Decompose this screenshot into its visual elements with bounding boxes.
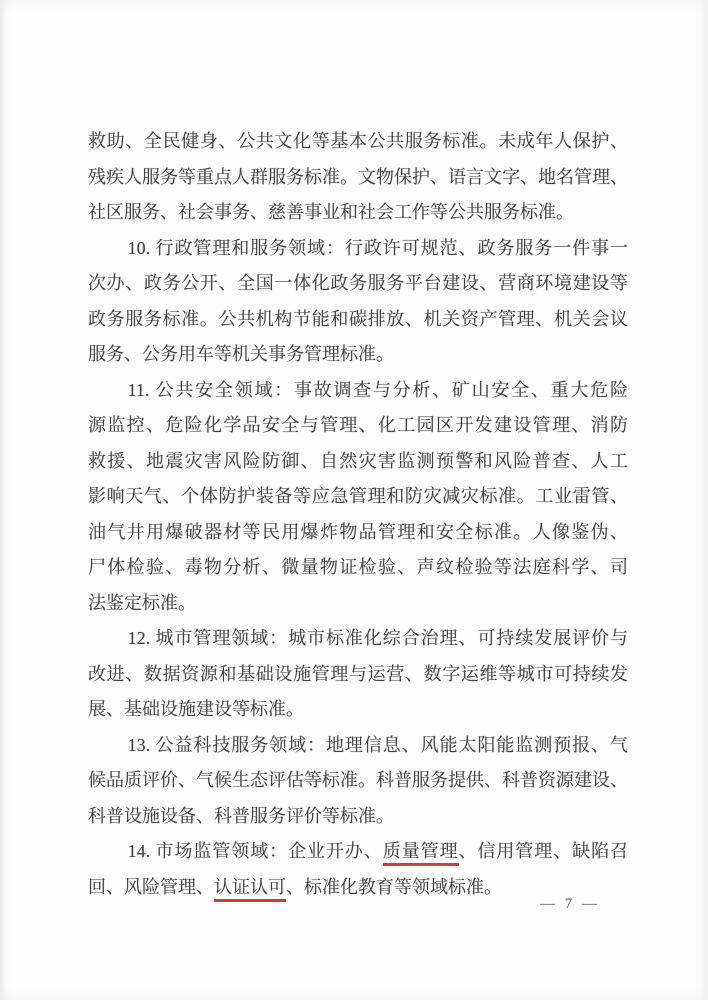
text-line: 救援、地震灾害风险防御、自然灾害监测预警和风险普查、人工	[88, 450, 628, 471]
text-segment: 14. 市场监管领域：企业开办、	[127, 841, 383, 861]
text-segment: 、信用管理、缺陷召	[458, 841, 629, 861]
text-line: 12. 城市管理领域：城市标准化综合治理、可持续发展评价与	[127, 628, 628, 648]
text-line: 11. 公共安全领域：事故调查与分析、矿山安全、重大危险	[127, 379, 628, 400]
text-segment: 回、风险管理、	[88, 876, 214, 897]
text-line: 改进、数据资源和基础设施管理与运营、数字运维等城市可持续发	[88, 663, 628, 684]
red-underlined-term: 认证认可	[214, 877, 286, 902]
text-line: 展、基础设施建设等标准。	[88, 699, 304, 719]
document-body	[88, 124, 628, 905]
text-line: 源监控、危险化学品安全与管理、化工园区开发建设管理、消防	[88, 415, 628, 435]
page-number: — 7 —	[540, 896, 600, 912]
text-line: 法鉴定标准。	[88, 592, 196, 613]
text-line: 影响天气、个体防护装备等应急管理和防灾减灾标准。工业雷管、	[88, 486, 628, 506]
text-line: 候品质评价、气候生态评估等标准。科普服务提供、科普资源建设、	[88, 770, 628, 790]
text-line: 政务服务标准。公共机构节能和碳排放、机关资产管理、机关会议	[88, 308, 628, 329]
text-line: 油气井用爆破器材等民用爆炸物品管理和安全标准。人像鉴伪、	[88, 521, 628, 542]
text-line: 残疾人服务等重点人群服务标准。文物保护、语言文字、地名管理、	[88, 166, 628, 187]
text-line: 10. 行政管理和服务领域：行政许可规范、政务服务一件事一	[127, 237, 628, 258]
text-line: 服务、公务用车等机关事务管理标准。	[88, 344, 394, 364]
text-line: 次办、政务公开、全国一体化政务服务平台建设、营商环境建设等	[88, 273, 628, 293]
text-segment: 、标准化教育等领域标准。	[286, 876, 502, 897]
text-line: 社区服务、社会事务、慈善事业和社会工作等公共服务标准。	[88, 202, 574, 222]
text-line: 救助、全民健身、公共文化等基本公共服务标准。未成年人保护、	[88, 131, 628, 151]
text-line: 科普设施设备、科普服务评价等标准。	[88, 805, 394, 826]
text-line: 尸体检验、毒物分析、微量物证检验、声纹检验等法庭科学、司	[88, 557, 628, 577]
text-line: 13. 公益科技服务领域：地理信息、风能太阳能监测预报、气	[127, 734, 628, 755]
text-line	[88, 834, 628, 870]
red-underlined-term: 质量管理	[383, 841, 459, 866]
